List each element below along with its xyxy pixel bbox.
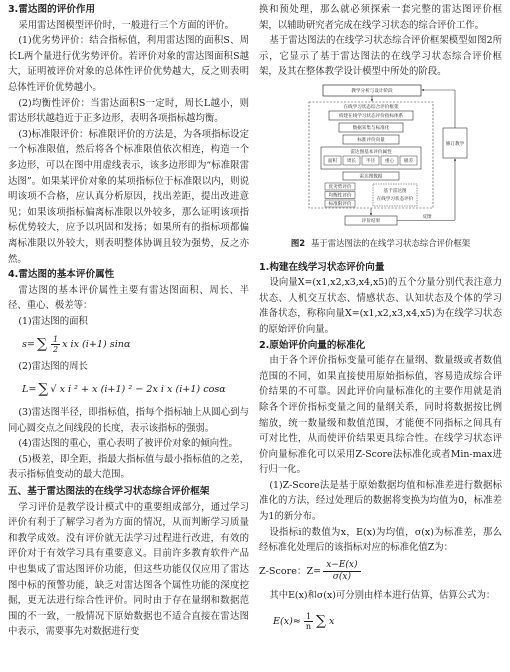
paragraph: (5)极差，即全距，指最大指标值与最小指标值的之差，表示指标值变动的最大范围。 — [8, 453, 249, 481]
paragraph: 基于雷达图法的在线学习状态综合评价框架模型如图2所示，它显示了基于雷达图法的在线学习状态综合评价框架，及其在整体教学设计模型中所处的阶段。 — [259, 35, 502, 78]
paragraph: (1)Z-Score法是基于原始数据均值和标准差进行数据标准化的方法，经过处理后的数据将变换为均值为0，标准差为1的新分布。 — [259, 479, 502, 523]
attributes-title: 雷达图基本评价属性 — [350, 149, 392, 155]
framework-step-label: 数据采集与标准化 — [352, 125, 390, 131]
figure-caption — [259, 236, 502, 252]
attribute-label: 面积 — [327, 158, 338, 164]
heading-radar-evaluation: 3.雷达图的评价作用 — [8, 4, 96, 15]
caption-text: 基于雷达图法的在线学习状态综合评价框架 — [311, 237, 471, 248]
fraction-numerator: x−E(x) — [323, 560, 360, 572]
paragraph: 设向量X=(x1,x2,x3,x4,x5)的五个分量分别代表注意力状态、人机交互状态、情感状态、认知状态及个体的学习准备状态，称称向量X=(x1,x2,x3,x4,x5)为在线学习状态的原始评价向量。 — [259, 277, 502, 335]
paragraph: (4)雷达图的重心，重心表明了被评价对象的倾向性。 — [18, 438, 238, 450]
caption-number: 图2 — [290, 237, 306, 248]
paragraph: (2)均衡性评价：当雷达面积S一定时，周长L越小，则雷达形状越趋近于正多边形，表明各项指标越均衡。 — [8, 97, 249, 125]
framework-step-label: 标准评价向量 — [357, 137, 385, 143]
evaluation-label: 优劣势评价 — [328, 184, 352, 190]
fraction — [51, 335, 60, 354]
attribute-label: 半径 — [365, 158, 376, 164]
paragraph: 采用雷达图模型评价时，一般进行三个方面的评价。 — [18, 19, 234, 31]
fraction-denominator: n — [305, 621, 312, 631]
list-item: (1)雷达图的面积 — [18, 315, 88, 327]
formula-part: x ix (i+1) sinα — [62, 338, 131, 350]
attribute-label: 周长 — [346, 158, 357, 164]
paragraph: (3)标准限评价：标准限评价的方法是，为各项指标设定一个标准限值，然后将各个标准限值依次相连，构造一个多边形，可以在图中用虚线表示，该多边形即为“标准限雷达图”。如果某评价对象的某项指标位于标准限以内，则说明该项不合格，应认真分析原因，找出差距，提出改进意见；如果该项指标偏离标准限以外较多，那么证明该项指标优势较大，应予以巩固和发扬；如果所有的指标项都偏离标准限以外较大，则表明整体协调且较为强势，反之亦然。 — [8, 128, 249, 265]
formula-part: L= — [22, 384, 37, 396]
formula-part: s= — [22, 338, 35, 350]
attribute-label: 极差 — [403, 158, 414, 164]
framework-step-label: 构建在线学习状态评价指标体系 — [338, 113, 404, 119]
formula-part: x — [329, 615, 335, 627]
top-box-label: 教学分析与设计阶段 — [351, 89, 393, 95]
zscore-formula — [259, 558, 502, 586]
left-column — [8, 2, 249, 640]
feedback-label: 反馈 — [422, 214, 432, 220]
sum-symbol: ∑ — [36, 335, 47, 352]
sum-symbol: ∑ — [38, 381, 49, 398]
revise-label: 修订教学 — [445, 141, 465, 147]
framework-figure — [295, 84, 473, 230]
side-label: 在线学习状态评价 — [376, 196, 414, 202]
formula-part: E(x)≈ — [273, 615, 301, 627]
sum-symbol: ∑ — [316, 612, 327, 629]
fraction-numerator: 1 — [52, 334, 59, 344]
paragraph: 设指标i的数值为x，E(x)为均值，σ(x)为标准差，那么经标准化处理后的该指标对应的标准化值Z为： — [259, 526, 502, 554]
list-item: (2)雷达图的周长 — [18, 361, 88, 373]
right-column — [259, 2, 502, 636]
evaluation-label: 均衡性评价 — [328, 193, 352, 199]
paragraph: 由于各个评价指标变量可能存在量纲、数量级或者数值范围的不同，如果直接使用原始指标值，容易造成综合评价结果的不可靠。因此评价向量标准化的主要作用就是消除各个评价指标变量之间的量纲关系，同时将数据按比例缩放，统一数量级和数值范围，才能便不同指标之间具有可对比性，从而使评价结果更具综合性。在线学习状态评价向量标准化可以采用Z-Score法标准化或者Min-max进行归一化。 — [259, 355, 502, 476]
perimeter-formula — [22, 376, 249, 404]
formula-part: √ x i ² + x (i+1) ² − 2x i x (i+1) cosα — [50, 384, 226, 396]
fraction-denominator: σ(x) — [332, 572, 351, 583]
fraction — [323, 560, 360, 583]
formula-part: Z-Score：Z= — [259, 566, 322, 578]
paragraph: 换和预处理，那么就必须探索一套完整的雷达图评价框架，以辅助研究者完成在线学习状态的综合评价工作。 — [259, 4, 502, 31]
area-formula — [22, 330, 249, 358]
evaluation-label: 标准限评价 — [328, 201, 352, 207]
fraction-denominator: 2 — [52, 344, 59, 354]
fraction-numerator: 1 — [305, 611, 312, 621]
paragraph: (1)优劣势评价：结合指标值，利用雷达图的面积S、周长L两个量进行优劣势评价。若评价对象的雷达图面积S越大，证明被评价对象的总体性评价优势越大，反之则表明总体性评价优势越小。 — [8, 35, 249, 93]
paragraph: (3)雷达图半径，即指标值，指每个指标轴上从圆心到与同心圆交点之间线段的长度，表示该指标的强弱。 — [8, 407, 249, 434]
mean-estimate-formula — [273, 606, 502, 636]
side-label: 基于雷达图 — [383, 188, 407, 194]
heading-build-vector: 1.构建在线学习状态评价向量 — [259, 261, 385, 273]
paragraph: 学习评价是教学设计模式中的重要组成部分，通过学习评价有利于了解学习者为方面的情况，从而判断学习质量和教学成效。没有评价就无法学习过程进行改进，有效的评价对于有效学习具有重要意义。目前许多教育软件产品中也集成了雷达图评价功能，但这些功能仅仅应用了雷达图中标的预警功能，缺乏对雷达图各个属性功能的深度挖掘，更无法进行综合性评价。同时由于存在量纲和数据范围的不一致，一般情况下原始数据也不适合直接在雷达图中表示，需要事先对数据进行变 — [8, 501, 249, 638]
fraction — [304, 612, 313, 631]
result-label: 评价结果 — [361, 218, 381, 224]
paragraph: 雷达图的基本评价属性主要有雷达图面积、周长、半径、重心、极差等： — [8, 284, 249, 312]
attribute-label: 重心 — [384, 158, 395, 164]
paragraph: 其中E(x)和σ(x)可分别由样本进行估算，估算公式为： — [269, 589, 496, 601]
side-group — [373, 184, 417, 206]
heading-section-five: 五、基于雷达图法的在线学习状态综合评价框架 — [8, 486, 210, 498]
framework-step-label: 雷达图数据 — [359, 174, 383, 180]
framework-title: 在线学习状态综合评价框架 — [343, 104, 399, 110]
heading-normalization: 2.原始评价向量的标准化 — [259, 339, 366, 351]
framework-diagram — [295, 84, 473, 230]
heading-radar-attributes: 4.雷达图的基本评价属性 — [8, 269, 115, 281]
